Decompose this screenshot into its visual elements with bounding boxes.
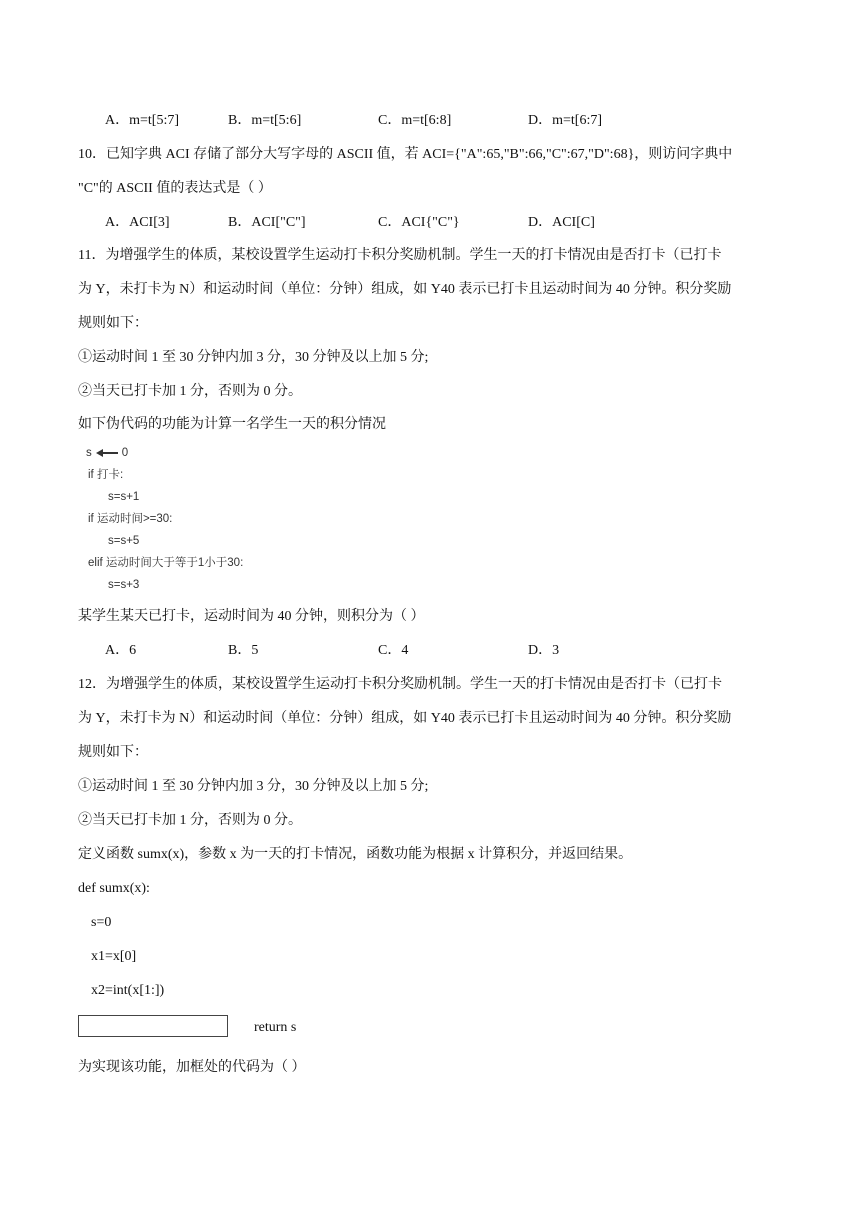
q11-rule-2: ②当天已打卡加 1 分，否则为 0 分。 — [78, 384, 302, 399]
code-line-add1: s=s+1 — [108, 491, 140, 503]
q9-option-b: B．m=t[5:6] — [228, 113, 302, 128]
code-var: s — [86, 447, 92, 459]
left-arrow-icon — [96, 449, 118, 457]
answer-blank-box — [78, 1015, 228, 1037]
q12-stem-line2: 为 Y，未打卡为 N）和运动时间（单位：分钟）组成，如 Y40 表示已打卡且运动时间为 40 分钟。积分奖励 — [78, 711, 732, 726]
code-x1: x1=x[0] — [91, 949, 137, 964]
q10-option-b: B．ACI["C"] — [228, 215, 306, 230]
q10-option-c: C．ACI{"C"} — [378, 215, 460, 230]
code-return: return s — [254, 1020, 297, 1035]
code-s-init: s=0 — [91, 915, 112, 930]
q12-intro: 定义函数 sumx(x)，参数 x 为一天的打卡情况，函数功能为根据 x 计算积分，并返回结果。 — [78, 847, 633, 862]
code-line-if-time: if 运动时间>=30: — [88, 513, 173, 525]
q11-stem-line2: 为 Y，未打卡为 N）和运动时间（单位：分钟）组成，如 Y40 表示已打卡且运动时间为 40 分钟。积分奖励 — [78, 282, 732, 297]
q12-rule-2: ②当天已打卡加 1 分，否则为 0 分。 — [78, 813, 302, 828]
code-line-elif: elif 运动时间大于等于1小于30: — [88, 557, 244, 569]
code-line-assign — [86, 445, 128, 461]
q11-question: 某学生某天已打卡，运动时间为 40 分钟，则积分为（ ） — [78, 609, 425, 624]
q9-option-a: A．m=t[5:7] — [105, 113, 179, 128]
q10-option-d: D．ACI[C] — [528, 215, 595, 230]
q10-stem-line2: "C"的 ASCII 值的表达式是（ ） — [78, 181, 272, 196]
q11-stem-line3: 规则如下： — [78, 316, 148, 331]
code-line-if-checkin: if 打卡: — [88, 469, 124, 481]
q9-option-d: D．m=t[6:7] — [528, 113, 602, 128]
q11-option-b: B．5 — [228, 643, 259, 658]
q9-option-c: C．m=t[6:8] — [378, 113, 452, 128]
code-value: 0 — [121, 447, 129, 459]
code-line-add3: s=s+3 — [108, 579, 140, 591]
code-def: def sumx(x): — [78, 881, 150, 896]
q12-stem-line3: 规则如下： — [78, 745, 148, 760]
q12-rule-1: ①运动时间 1 至 30 分钟内加 3 分，30 分钟及以上加 5 分; — [78, 779, 429, 794]
q11-stem-line1: 11．为增强学生的体质，某校设置学生运动打卡积分奖励机制。学生一天的打卡情况由是否打卡（已打卡 — [78, 248, 722, 263]
q11-intro: 如下伪代码的功能为计算一名学生一天的积分情况 — [78, 417, 386, 432]
q11-rule-1: ①运动时间 1 至 30 分钟内加 3 分，30 分钟及以上加 5 分; — [78, 350, 429, 365]
q11-option-c: C．4 — [378, 643, 409, 658]
q11-option-a: A．6 — [105, 643, 137, 658]
code-x2: x2=int(x[1:]) — [91, 983, 165, 998]
q10-stem-line1: 10．已知字典 ACI 存储了部分大写字母的 ASCII 值，若 ACI={"A":65,"B":66,"C":67,"D":68}，则访问字典中 — [78, 147, 733, 162]
code-line-add5: s=s+5 — [108, 535, 140, 547]
q10-option-a: A．ACI[3] — [105, 215, 170, 230]
q12-stem-line1: 12．为增强学生的体质，某校设置学生运动打卡积分奖励机制。学生一天的打卡情况由是否打卡（已打卡 — [78, 677, 722, 692]
q12-question: 为实现该功能，加框处的代码为（ ） — [78, 1060, 306, 1075]
q11-option-d: D．3 — [528, 643, 560, 658]
